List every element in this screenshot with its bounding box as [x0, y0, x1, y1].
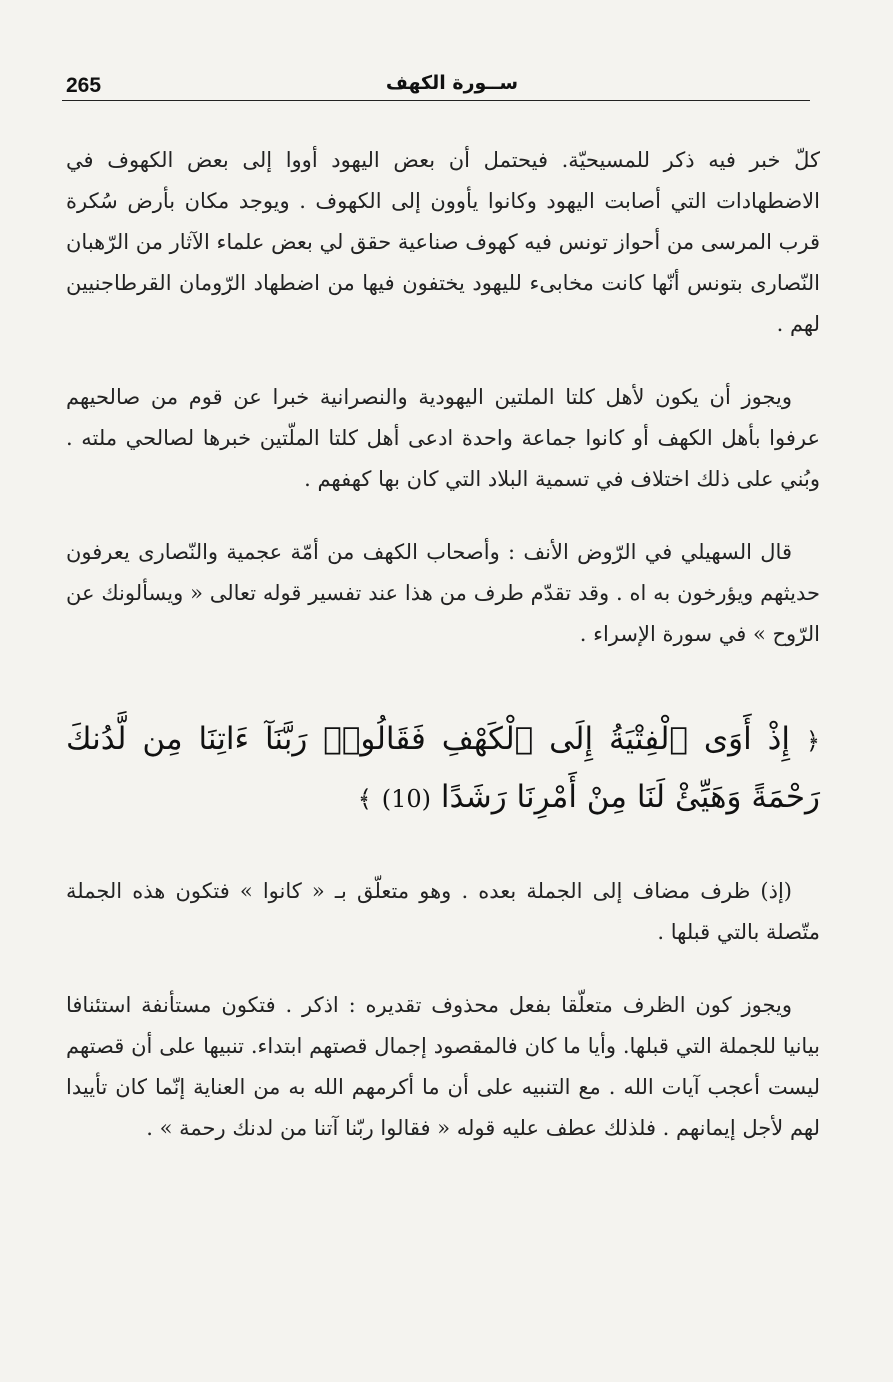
- verse-close-bracket: ﴾: [357, 785, 372, 813]
- verse-number: (10): [381, 785, 431, 813]
- running-title: ســورة الكهف: [385, 72, 519, 94]
- quran-verse: [66, 711, 820, 827]
- page-number: 265: [66, 74, 102, 97]
- verse-text: إِذْ أَوَى ٱلْفِتْيَةُ إِلَى ٱلْكَهْفِ فَقَالُوا۟ رَبَّنَآ ءَاتِنَا مِن لَّدُنكَ رَحْمَةً وَهَيِّئْ لَنَا مِنْ أَمْرِنَا رَشَدًا: [66, 721, 820, 815]
- header-rule: [62, 100, 810, 101]
- commentary-idh: (إذ) ظرف مضاف إلى الجملة بعده . وهو متعلّق بـ « كانوا » فتكون هذه الجملة متّصلة بالتي قبلها .: [66, 879, 820, 944]
- commentary-explanation: ويجوز كون الظرف متعلّقا بفعل محذوف تقديره : اذكر . فتكون مستأنفة استئنافا بيانيا للجملة التي قبلها. وأيا ما كان فالمقصود إجمال قصتهم ابتداء. تنبيها على أن قصتهم ليست أعجب آيات الله . مع التنبيه على أن ما أكرمهم الله به من العناية إنّما كان تأييدا لهم لأجل إيمانهم . فلذلك عطف عليه قوله « فقالوا ربّنا آتنا من لدنك رحمة » .: [66, 993, 820, 1140]
- page-header: [62, 70, 810, 100]
- paragraph-caves: كلّ خبر فيه ذكر للمسيحيّة. فيحتمل أن بعض اليهود أووا إلى بعض الكهوف في الاضطهادات التي أصابت اليهود وكانوا يأوون إلى الكهوف . ويوجد مكان بأرض سُكرة قرب المرسى من أحواز تونس فيه كهوف صناعية حقق لي بعض علماء الآثار من الرّهبان النّصارى بتونس أنّها كانت مخابىء لليهود يختفون فيها من اضطهاد الرّومان القرطاجنيين لهم .: [66, 148, 820, 336]
- paragraph-two-faiths: ويجوز أن يكون لأهل كلتا الملتين اليهودية والنصرانية خبرا عن قوم من صالحيهم عرفوا بأهل الكهف أو كانوا جماعة واحدة ادعى أهل كلتا الملّتين خبرها لصالحي ملته . وبُني على ذلك اختلاف في تسمية البلاد التي كان بها كهفهم .: [66, 385, 820, 491]
- page-body: [66, 140, 820, 1181]
- verse-open-bracket: ﴿: [805, 727, 820, 755]
- paragraph-suhayli: قال السهيلي في الرّوض الأنف : وأصحاب الكهف من أمّة عجمية والنّصارى يعرفون حديثهم ويؤرخون به اه . وقد تقدّم طرف من هذا عند تفسير قوله تعالى « ويسألونك عن الرّوح » في سورة الإسراء .: [66, 540, 820, 646]
